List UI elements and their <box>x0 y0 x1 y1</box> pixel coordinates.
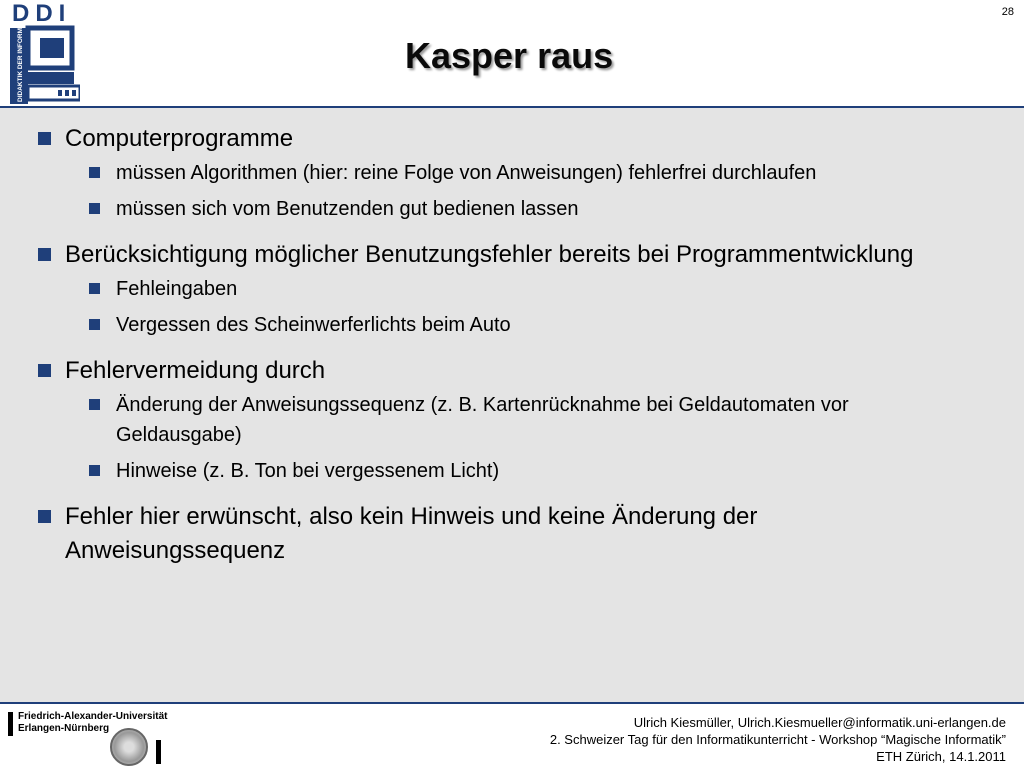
spacer <box>36 492 966 500</box>
sub-bullet-item <box>87 158 966 188</box>
footer-event: 2. Schweizer Tag für den Informatikunterricht - Workshop “Magische Informatik” <box>549 732 1006 747</box>
square-bullet-icon <box>89 319 100 330</box>
bullet-list <box>36 122 966 570</box>
bullet-text: Computerprogramme <box>65 125 294 152</box>
square-bullet-icon <box>89 399 100 410</box>
content-area <box>0 108 1024 702</box>
sub-bullet-item <box>87 390 966 450</box>
sub-bullet-text: Fehleingaben <box>116 278 238 300</box>
bullet-text: Fehler hier erwünscht, also kein Hinweis und keine Änderung der Anweisungssequenz <box>65 503 758 564</box>
sub-bullet-item <box>87 274 966 304</box>
sub-bullet-item <box>87 456 966 486</box>
footer-author: Ulrich Kiesmüller, Ulrich.Kiesmueller@informatik.uni-erlangen.de <box>633 715 1006 730</box>
bullet-item <box>36 238 966 272</box>
sub-bullet-text: Änderung der Anweisungssequenz (z. B. Kartenrücknahme bei Geldautomaten vor Geldausgabe) <box>116 394 849 446</box>
ddi-logo <box>10 0 80 106</box>
square-bullet-icon <box>89 465 100 476</box>
sub-bullet-text: Hinweise (z. B. Ton bei vergessenem Licht) <box>116 460 500 482</box>
footer-divider <box>0 702 1024 704</box>
logo-bar-icon <box>156 740 161 764</box>
bullet-item <box>36 354 966 388</box>
bullet-item <box>36 122 966 156</box>
sub-bullet-text: müssen Algorithmen (hier: reine Folge von Anweisungen) fehlerfrei durchlaufen <box>116 162 817 184</box>
spacer <box>36 230 966 238</box>
logo-bar-icon <box>8 712 13 736</box>
square-bullet-icon <box>38 510 51 523</box>
university-name-line: Erlangen-Nürnberg <box>18 723 110 734</box>
ddi-logo-subtitle: DIDAKTIK DER INFORMATIK <box>17 13 24 102</box>
square-bullet-icon <box>89 167 100 178</box>
slide-title: Kasper raus <box>405 35 614 76</box>
sub-bullet-text: müssen sich vom Benutzenden gut bedienen lassen <box>116 198 579 220</box>
square-bullet-icon <box>89 283 100 294</box>
sub-bullet-item <box>87 194 966 224</box>
footer-place-date: ETH Zürich, 14.1.2011 <box>876 749 1006 764</box>
square-bullet-icon <box>38 364 51 377</box>
ddi-logo-text: DDI <box>12 0 72 27</box>
university-seal-icon <box>110 728 148 766</box>
university-name-line: Friedrich-Alexander-Universität <box>18 711 168 722</box>
bullet-item <box>36 500 966 568</box>
university-name <box>18 711 168 735</box>
footer-info <box>550 714 1006 765</box>
square-bullet-icon <box>38 132 51 145</box>
spacer <box>36 346 966 354</box>
sub-bullet-text: Vergessen des Scheinwerferlichts beim Auto <box>116 314 511 336</box>
square-bullet-icon <box>89 203 100 214</box>
slide-number: 28 <box>1001 6 1014 18</box>
university-logo <box>8 710 178 766</box>
bullet-text: Berücksichtigung möglicher Benutzungsfehler bereits bei Programmentwicklung <box>65 241 914 268</box>
square-bullet-icon <box>38 248 51 261</box>
bullet-text: Fehlervermeidung durch <box>65 357 326 384</box>
sub-bullet-item <box>87 310 966 340</box>
